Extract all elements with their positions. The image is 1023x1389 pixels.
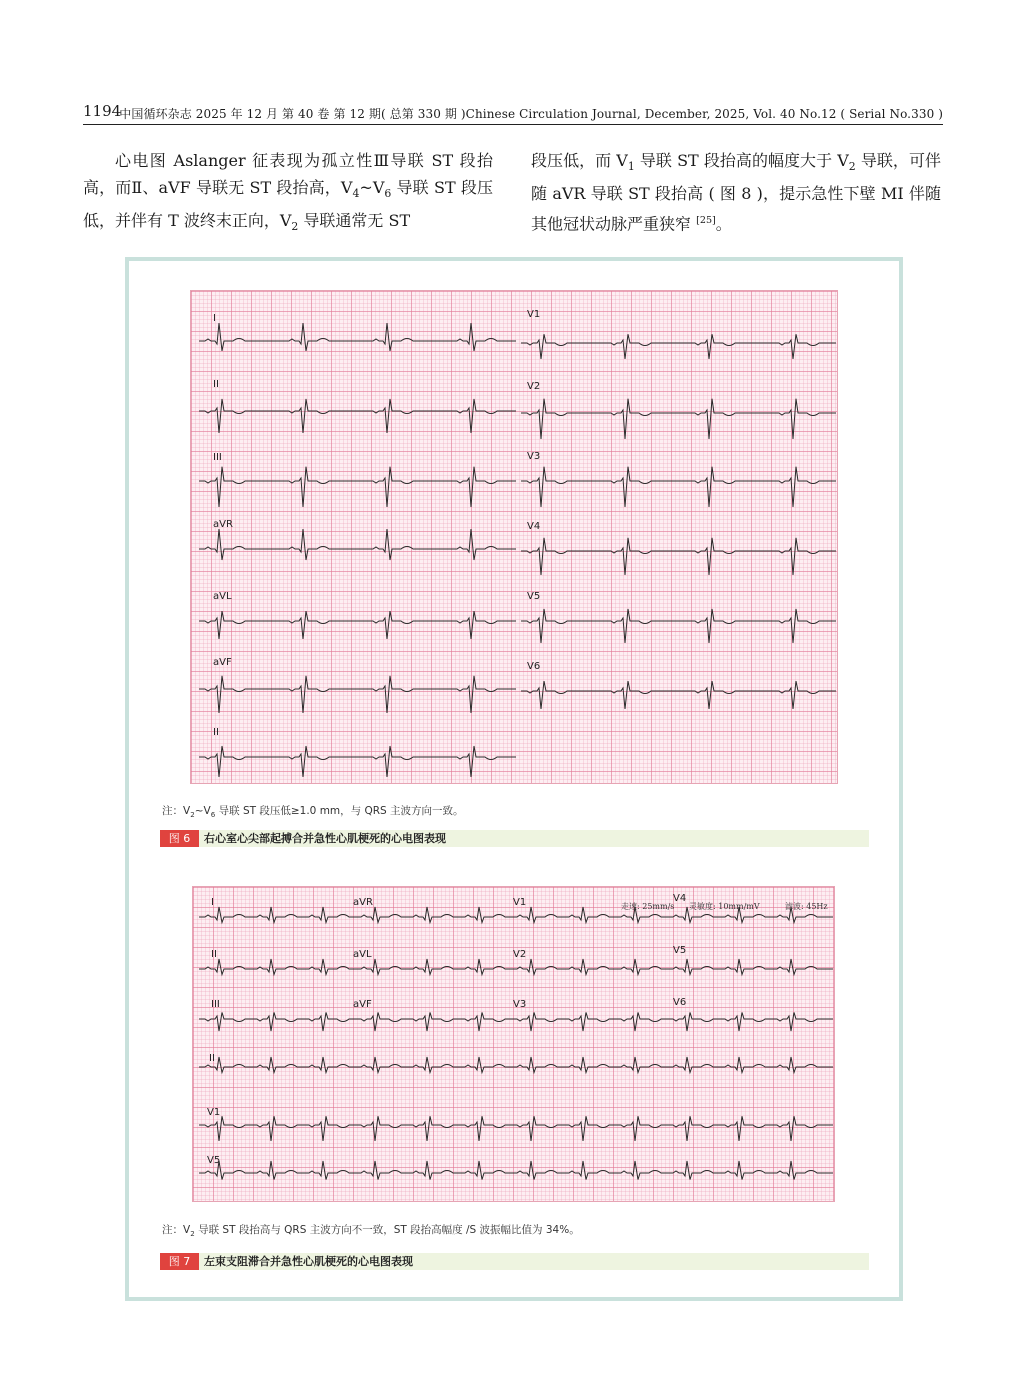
lead-label: V3 — [527, 451, 541, 462]
ecg-traces-figure-7 — [193, 887, 834, 1201]
figure-6-tag: 图 6 — [160, 830, 199, 847]
ecg-speed-setting: 走速: 25mm/s — [621, 902, 675, 911]
lead-label: aVL — [353, 949, 372, 960]
ecg-figure-6 — [190, 290, 838, 784]
ecg-traces-figure-6 — [191, 291, 837, 783]
ecg-trace-right-1 — [521, 399, 836, 439]
journal-running-title: 中国循环杂志 2025 年 12 月 第 40 卷 第 12 期( 总第 330 期 )Chinese Circulation Journal, December, 2025, Vol. 40 No.12 ( Serial No.330 ) — [119, 107, 943, 121]
lead-label: aVF — [213, 657, 232, 668]
figure-7-tag: 图 7 — [160, 1253, 199, 1270]
lead-label: V2 — [513, 949, 527, 960]
ecg-trace-right-3 — [521, 538, 836, 575]
lead-label: II — [211, 949, 217, 960]
ecg-trace-left-5 — [199, 676, 516, 713]
figure-6-caption — [160, 830, 869, 847]
ecg-figure-7 — [192, 886, 835, 1202]
ecg-trace-left-0 — [199, 323, 516, 351]
lead-label: V5 — [207, 1155, 221, 1166]
figure-6-note: 注：$V_2\sim V_6$ 导联 ST 段压低≥1.0 mm，与 QRS 主波方向一致。 — [162, 805, 464, 820]
lead-label: V1 — [207, 1107, 221, 1118]
lead-label: III — [213, 452, 222, 463]
lead-label: aVR — [353, 897, 373, 908]
page-number: 1194 — [83, 102, 122, 120]
lead-label: I — [211, 897, 214, 908]
ecg-trace-left-4 — [199, 611, 516, 639]
body-paragraph-right: 段压低，而 $V_1$ 导联 ST 段抬高的幅度大于 $V_2$ 导联，可伴随 aVR 导联 ST 段抬高 ( 图 8 )，提示急性下壁 MI 伴随其他冠状动脉严重狭窄 [25]。 — [531, 151, 941, 234]
lead-label: III — [211, 999, 220, 1010]
lead-label: II — [209, 1053, 215, 1064]
figure-7-caption-text: 左束支阻滞合并急性心肌梗死的心电图表现 — [204, 1255, 413, 1268]
lead-label: V1 — [513, 897, 527, 908]
ecg-trace-row-4 — [199, 1116, 833, 1141]
lead-label: I — [213, 313, 216, 324]
lead-label: II — [213, 727, 219, 738]
lead-label: II — [213, 379, 219, 390]
ecg-trace-left-6 — [199, 746, 516, 777]
ecg-trace-left-3 — [199, 529, 516, 560]
ecg-trace-row-3 — [199, 1057, 833, 1073]
ecg-trace-row-2 — [199, 1012, 833, 1031]
ecg-gain-setting: 灵敏度: 10mm/mV — [689, 902, 760, 911]
figure-6-caption-text: 右心室心尖部起搏合并急性心肌梗死的心电图表现 — [204, 832, 446, 845]
figure-7-note: 注：$V_2$ 导联 ST 段抬高与 QRS 主波方向不一致，ST 段抬高幅度 /S 波振幅比值为 34%。 — [162, 1224, 580, 1239]
ecg-trace-right-5 — [521, 681, 836, 709]
ecg-trace-right-0 — [521, 334, 836, 359]
ecg-filter-setting: 滤波: 45Hz — [785, 902, 828, 911]
body-paragraph-left: 心电图 Aslanger 征表现为孤立性Ⅲ导联 ST 段抬高，而Ⅱ、aVF 导联无 ST 段抬高，$V_4\sim V_6$ 导联 ST 段压低，并伴有 T 波终末正向，$V_2$ 导联通常无 ST — [83, 151, 493, 234]
lead-label: aVR — [213, 519, 233, 530]
lead-label: V1 — [527, 309, 541, 320]
ecg-trace-left-1 — [199, 399, 516, 433]
ecg-trace-row-1 — [199, 959, 833, 975]
lead-label: V4 — [673, 893, 687, 904]
ecg-trace-row-5 — [199, 1161, 833, 1180]
ecg-trace-left-2 — [199, 467, 516, 507]
lead-label: V4 — [527, 521, 541, 532]
citation-ref: [25] — [696, 215, 716, 227]
lead-label: V6 — [673, 997, 687, 1008]
figure-7-caption — [160, 1253, 869, 1270]
lead-label: V6 — [527, 661, 541, 672]
ecg-trace-right-4 — [521, 609, 836, 643]
running-header — [83, 102, 943, 125]
lead-label: V3 — [513, 999, 527, 1010]
lead-label: V2 — [527, 381, 541, 392]
lead-label: V5 — [527, 591, 541, 602]
lead-label: aVL — [213, 591, 232, 602]
lead-label: aVF — [353, 999, 372, 1010]
lead-label: V5 — [673, 945, 687, 956]
ecg-trace-right-2 — [521, 467, 836, 507]
